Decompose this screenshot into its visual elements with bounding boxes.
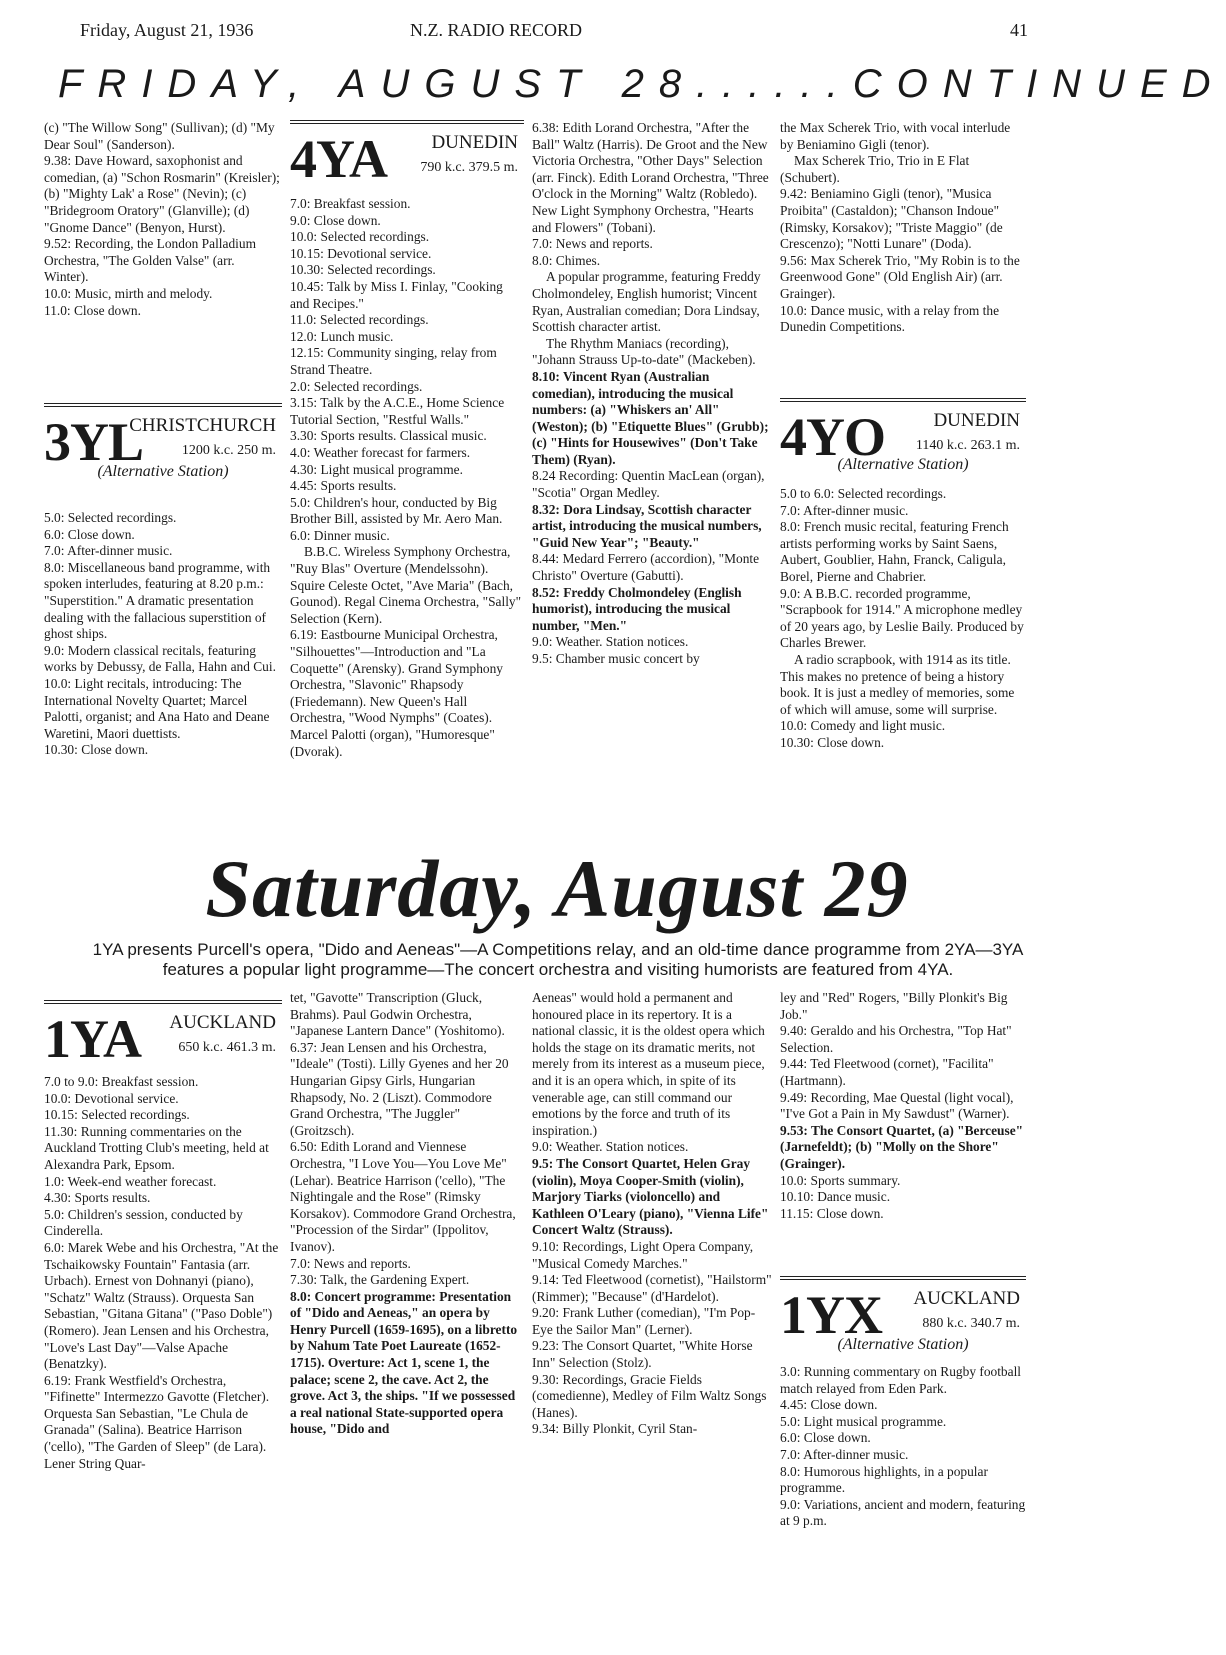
programme-entry: 9.34: Billy Plonkit, Cyril Stan- xyxy=(532,1421,698,1437)
header-date: Friday, August 21, 1936 xyxy=(80,20,254,40)
programme-entry: 7.0: News and reports. xyxy=(290,1255,411,1271)
programme-entry: 8.0: Chimes. xyxy=(532,252,601,268)
programme-entry: 5.0: Children's hour, conducted by Big Brother Bill, assisted by Mr. Aero Man. xyxy=(290,494,503,527)
programme-entry: 7.0: After-dinner music. xyxy=(44,543,173,559)
programme-entry: 6.0: Marek Webe and his Orchestra, "At the Tschaikowsky Fountain" Fantasia (arr. Urbach). Ernest von Dohnanyi (piano), "Schatz" Waltz (Strauss). Orquesta San Sebastian, "Gitana Gitana" ("Paso Doble") (Romero). Jean Lensen and his Orchestra, "Love's Last Day"—Valse Apache (Benatzky). xyxy=(44,1239,279,1372)
programme-entry: 10.30: Selected recordings. xyxy=(290,262,436,278)
programme-entry: B.B.C. Wireless Symphony Orchestra, "Ruy Blas" Overture (Mendelssohn). Squire Celeste Octet, "Ave Maria" (Bach, Gounod). Regal Cinema Orchestra, "Sally" Selection (Kern). xyxy=(290,544,522,626)
programme-entry: 6.38: Edith Lorand Orchestra, "After the Ball" Waltz (Harris). De Groot and the New Victoria Orchestra, "Other Days" Selection (arr. Finck). Edith Lorand Orchestra, "Three O'clock in the Morning" Waltz (Robledo). New Light Symphony Orchestra, "Hearts and Flowers" (Tobani). xyxy=(532,120,769,235)
programme-entry: 8.0: Humorous highlights, in a popular programme. xyxy=(780,1463,988,1496)
programme-entry: 8.52: Freddy Cholmondeley (English humorist), introducing the musical number, "Men." xyxy=(532,584,742,633)
programme-entry: 8.32: Dora Lindsay, Scottish character artist, introducing the musical numbers, "Guid New Year"; "Beauty." xyxy=(532,501,762,550)
station-alt: (Alternative Station) xyxy=(837,1336,969,1353)
programme-entry: 8.44: Medard Ferrero (accordion), "Monte Christo" Overture (Gabutti). xyxy=(532,551,760,584)
station-alt: (Alternative Station) xyxy=(837,456,969,473)
programme-entry: 10.30: Close down. xyxy=(780,734,885,750)
programme-entry: 10.10: Dance music. xyxy=(780,1189,891,1205)
station-1ya xyxy=(44,1000,282,1070)
programme-entry: 6.0: Dinner music. xyxy=(290,527,390,543)
programme-entry: 3.30: Sports results. Classical music. xyxy=(290,428,487,444)
friday-col3 xyxy=(532,120,772,668)
friday-col4-top xyxy=(780,120,1026,336)
programme-entry: 10.30: Close down. xyxy=(44,742,149,758)
programme-entry: 9.0: Weather. Station notices. xyxy=(532,1139,689,1155)
friday-col1-top xyxy=(44,120,282,319)
saturday-col2 xyxy=(290,990,524,1438)
station-freq: 1200 k.c. 250 m. xyxy=(181,443,276,458)
programme-entry: 9.49: Recording, Mae Questal (light vocal), "I've Got a Pain in My Sawdust" (Warner). xyxy=(780,1089,1014,1122)
station-rule xyxy=(44,1000,282,1004)
station-city: DUNEDIN xyxy=(933,410,1020,431)
programme-entry: 9.0: A B.B.C. recorded programme, "Scrapbook for 1914." A microphone medley of 20 years ago, by Leslie Baily. Produced by Charles Brewer. xyxy=(780,585,1024,651)
programme-entry: 7.0 to 9.0: Breakfast session. xyxy=(44,1074,199,1089)
programme-entry: 9.23: The Consort Quartet, "White Horse Inn" Selection (Stolz). xyxy=(532,1338,753,1371)
station-call: 4YO xyxy=(780,407,885,467)
programme-entry: 9.42: Beniamino Gigli (tenor), "Musica Proibita" (Castaldon); "Chanson Indoue" (Rimsky, Korsakov); "Triste Maggio" (de Crescenzo); "Notti Lunare" (Doda). xyxy=(780,186,1003,252)
friday-col4-4yo xyxy=(780,486,1026,752)
programme-entry: 6.50: Edith Lorand and Viennese Orchestra, "I Love You—You Love Me" (Lehar). Beatrice Harrison ('cello), "The Nightingale and the Rose" (Rimsky Korsakov). Commodore Grand Orchestra, "Procession of the Sirdar" (Ippolitov, Ivanov). xyxy=(290,1139,516,1254)
programme-entry: 8.10: Vincent Ryan (Australian comedian), introducing the musical numbers: (a) "Whiskers an' All" (Weston); (b) "Etiquette Blues" (Grubb); (c) "Hints for Housewives" (Don't Take Them) (Ryan). xyxy=(532,368,769,467)
programme-entry: 3.15: Talk by the A.C.E., Home Science Tutorial Section, "Restful Walls." xyxy=(290,395,505,427)
station-freq: 790 k.c. 379.5 m. xyxy=(420,160,518,175)
station-call: 1YA xyxy=(44,1009,142,1069)
programme-entry: 10.0: Sports summary. xyxy=(780,1172,901,1188)
programme-entry: 8.0: Miscellaneous band programme, with spoken interludes, featuring at 8.20 p.m.: "Superstition." A dramatic presentation dealing with the fallacious superstition of ghost ships. xyxy=(44,559,271,642)
programme-entry: 8.24 Recording: Quentin MacLean (organ), "Scotia" Organ Medley. xyxy=(532,468,765,501)
programme-entry: A popular programme, featuring Freddy Cholmondeley, English humorist; Vincent Ryan, Australian comedian; Dora Lindsay, Scottish character artist. xyxy=(532,269,761,335)
programme-entry: 9.53: The Consort Quartet, (a) "Berceuse" (Jarnefeldt); (b) "Molly on the Shore" (Grainger). xyxy=(780,1122,1024,1171)
programme-entry: 3.0: Running commentary on Rugby football match relayed from Eden Park. xyxy=(780,1364,1022,1396)
programme-entry: 9.30: Recordings, Gracie Fields (comedienne), Medley of Film Waltz Songs (Hanes). xyxy=(532,1371,767,1420)
programme-entry: 11.0: Close down. xyxy=(44,302,141,318)
programme-entry: 6.19: Frank Westfield's Orchestra, "Fifinette" Intermezzo Gavotte (Fletcher). Orquesta San Sebastian, "Le Chula de Granada" (Salina). Beatrice Harrison ('cello), "The Garden of Sleep" (de Lara). Lener String Quar- xyxy=(44,1372,270,1471)
programme-entry: 4.0: Weather forecast for farmers. xyxy=(290,444,471,460)
programme-entry: 4.30: Light musical programme. xyxy=(290,461,463,477)
saturday-title: Saturday, August 29 xyxy=(205,843,909,934)
station-rule xyxy=(780,1276,1026,1280)
programme-entry: 9.52: Recording, the London Palladium Orchestra, "The Golden Valse" (arr. Winter). xyxy=(44,236,256,285)
station-freq: 650 k.c. 461.3 m. xyxy=(178,1040,276,1055)
programme-entry: 12.15: Community singing, relay from Strand Theatre. xyxy=(290,345,497,377)
programme-entry: 2.0: Selected recordings. xyxy=(290,378,423,394)
saturday-col3 xyxy=(532,990,772,1438)
saturday-intro: 1YA presents Purcell's opera, "Dido and Aeneas"—A Competitions relay, and an old-time dance programme from 2YA—3YA features a popular light programme—The concert orchestra and visiting humorists are featured from 4YA. xyxy=(92,940,1024,979)
station-city: AUCKLAND xyxy=(913,1288,1020,1309)
station-city: DUNEDIN xyxy=(431,132,518,153)
programme-entry: (c) "The Willow Song" (Sullivan); (d) "My Dear Soul" (Sanderson). xyxy=(44,120,275,152)
saturday-col4-1yx xyxy=(780,1364,1026,1530)
programme-entry: 9.56: Max Scherek Trio, "My Robin is to the Greenwood Gone" (Old English Air) (arr. Grainger). xyxy=(780,252,1020,301)
station-4ya xyxy=(290,120,524,190)
programme-entry: 10.0: Devotional service. xyxy=(44,1090,179,1106)
programme-entry: 10.0: Selected recordings. xyxy=(290,229,430,245)
programme-entry: 11.15: Close down. xyxy=(780,1205,884,1221)
station-call: 4YA xyxy=(290,129,388,189)
saturday-col4-top xyxy=(780,990,1026,1222)
programme-entry: 9.0: Close down. xyxy=(290,212,381,228)
programme-entry: 1.0: Week-end weather forecast. xyxy=(44,1173,217,1189)
programme-entry: 10.0: Comedy and light music. xyxy=(780,718,946,734)
programme-entry: Max Scherek Trio, Trio in E Flat (Schubert). xyxy=(780,153,970,185)
station-city: AUCKLAND xyxy=(169,1012,276,1033)
programme-entry: 7.0: After-dinner music. xyxy=(780,502,909,518)
station-rule xyxy=(290,120,524,124)
programme-entry: 8.0: French music recital, featuring French artists performing works by Saint Saens, Aubert, Goublier, Hahn, Franck, Caligula, Borel, Pierne and Chabrier. xyxy=(780,519,1009,584)
programme-entry: Aeneas" would hold a permanent and honoured place in its repertory. It is a national classic, it is the oldest opera which holds the stage on its dramatic merits, not merely from its interest as a museum piece, and it is an opera which, in spite of its venerable age, can still command our emotions by the force and truth of its inspiration.) xyxy=(532,990,765,1138)
programme-entry: 10.0: Light recitals, introducing: The International Novelty Quartet; Marcel Palotti, organist; and Ana Hato and Deane Waretini, Maori duettists. xyxy=(44,675,270,741)
programme-entry: 9.5: Chamber music concert by xyxy=(532,651,700,666)
programme-entry: 8.0: Concert programme: Presentation of "Dido and Aeneas," an opera by Henry Purcell (1659-1695), on a libretto by Nahum Tate Poet Laureate (1652-1715). Overture: Act 1, scene 1, the palace; scene 2, the cave. Act 2, the grove. Act 3, the ships. "If we possessed a real national State-supported opera house, "Dido and xyxy=(290,1288,518,1437)
programme-entry: 7.0: After-dinner music. xyxy=(780,1446,909,1462)
programme-entry: 11.30: Running commentaries on the Auckland Trotting Club's meeting, held at Alexandra Park, Epsom. xyxy=(44,1123,269,1172)
station-1yx xyxy=(780,1276,1026,1353)
programme-entry: the Max Scherek Trio, with vocal interlude by Beniamino Gigli (tenor). xyxy=(780,120,1011,152)
programme-entry: 9.14: Ted Fleetwood (cornetist), "Hailstorm" (Rimmer); "Because" (d'Hardelot). xyxy=(532,1272,772,1304)
programme-entry: 10.15: Devotional service. xyxy=(290,245,432,261)
programme-entry: 10.0: Music, mirth and melody. xyxy=(44,285,213,301)
station-rule xyxy=(44,403,282,407)
programme-entry: 9.5: The Consort Quartet, Helen Gray (violin), Moya Cooper-Smith (violin), Marjory Tiarks (violoncello) and Kathleen O'Leary (piano), "Vienna Life" Concert Waltz (Strauss). xyxy=(532,1155,769,1238)
programme-entry: 10.45: Talk by Miss I. Finlay, "Cooking and Recipes." xyxy=(290,278,503,311)
programme-entry: 9.38: Dave Howard, saxophonist and comedian, (a) "Schon Rosmarin" (Kreisler); (b) "Mighty Lak' a Rose" (Nevin); (c) "Bridegroom Oratory" (Glanville); (d) "Gnome Dance" (Benyon, Hurst). xyxy=(44,153,280,235)
programme-entry: 6.37: Jean Lensen and his Orchestra, "Ideale" (Tosti). Lilly Gyenes and her 20 Hungarian Gipsy Girls, Hungarian Rhapsody, No. 2 (Liszt). Commodore Grand Orchestra, "The Juggler" (Groitzsch). xyxy=(290,1039,509,1138)
header-paper: N.Z. RADIO RECORD xyxy=(410,20,583,40)
programme-entry: 9.0: Modern classical recitals, featuring works by Debussy, de Falla, Hahn and Cui. xyxy=(44,642,276,675)
station-3yl xyxy=(44,403,282,480)
programme-entry: 4.45: Close down. xyxy=(780,1397,878,1413)
station-call: 1YX xyxy=(780,1285,882,1345)
programme-entry: 9.0: Weather. Station notices. xyxy=(532,634,689,650)
programme-entry: 5.0: Children's session, conducted by Cinderella. xyxy=(44,1206,243,1239)
programme-entry: 7.0: News and reports. xyxy=(532,236,653,252)
programme-entry: 9.44: Ted Fleetwood (cornet), "Facilita" (Hartmann). xyxy=(780,1056,994,1088)
programme-entry: A radio scrapbook, with 1914 as its title. This makes no pretence of being a history book. It is just a medley of memories, some of which will amuse, some will surprise. xyxy=(780,651,1015,717)
station-4yo xyxy=(780,398,1026,473)
programme-entry: ley and "Red" Rogers, "Billy Plonkit's Big Job." xyxy=(780,990,1008,1022)
friday-col2 xyxy=(290,196,524,760)
friday-title: FRIDAY, AUGUST 28......CONTINUED xyxy=(58,62,1226,106)
programme-entry: 4.45: Sports results. xyxy=(290,478,397,494)
station-freq: 1140 k.c. 263.1 m. xyxy=(915,438,1020,453)
station-city: CHRISTCHURCH xyxy=(129,415,276,436)
programme-entry: tet, "Gavotte" Transcription (Gluck, Brahms). Paul Godwin Orchestra, "Japanese Lantern Dance" (Yoshitomo). xyxy=(290,990,505,1039)
station-alt: (Alternative Station) xyxy=(97,463,229,480)
programme-entry: 12.0: Lunch music. xyxy=(290,328,394,344)
programme-entry: 9.20: Frank Luther (comedian), "I'm Pop-Eye the Sailor Man" (Lerner). xyxy=(532,1305,756,1337)
programme-entry: 9.0: Variations, ancient and modern, featuring at 9 p.m. xyxy=(780,1496,1026,1529)
friday-col1-3yl xyxy=(44,510,282,759)
programme-entry: 11.0: Selected recordings. xyxy=(290,312,429,328)
programme-entry: 6.19: Eastbourne Municipal Orchestra, "Silhouettes"—Introduction and "La Coquette" (Arensky). Grand Symphony Orchestra, "Slavonic" Rhapsody (Friedemann). New Queen's Hall Orchestra, "Wood Nymphs" (Coates). Marcel Palotti (organ), "Humoresque" (Dvorak). xyxy=(290,627,503,759)
programme-entry: 9.40: Geraldo and his Orchestra, "Top Hat" Selection. xyxy=(780,1023,1012,1055)
programme-entry: 9.10: Recordings, Light Opera Company, "Musical Comedy Marches." xyxy=(532,1238,754,1271)
programme-entry: 5.0: Selected recordings. xyxy=(44,510,177,525)
saturday-col1 xyxy=(44,1074,282,1472)
programme-entry: 10.15: Selected recordings. xyxy=(44,1107,190,1123)
programme-entry: 7.30: Talk, the Gardening Expert. xyxy=(290,1272,470,1288)
programme-entry: 10.0: Dance music, with a relay from the Dunedin Competitions. xyxy=(780,302,1000,335)
programme-entry: The Rhythm Maniacs (recording), "Johann Strauss Up-to-date" (Mackeben). xyxy=(532,335,756,368)
programme-entry: 6.0: Close down. xyxy=(780,1430,871,1446)
programme-entry: 5.0 to 6.0: Selected recordings. xyxy=(780,486,947,501)
programme-entry: 7.0: Breakfast session. xyxy=(290,196,411,211)
page-number: 41 xyxy=(1010,20,1028,40)
station-call: 3YL xyxy=(44,412,144,472)
station-rule xyxy=(780,398,1026,402)
programme-entry: 4.30: Sports results. xyxy=(44,1190,151,1206)
programme-entry: 6.0: Close down. xyxy=(44,526,135,542)
programme-entry: 5.0: Light musical programme. xyxy=(780,1413,947,1429)
station-freq: 880 k.c. 340.7 m. xyxy=(922,1316,1020,1331)
